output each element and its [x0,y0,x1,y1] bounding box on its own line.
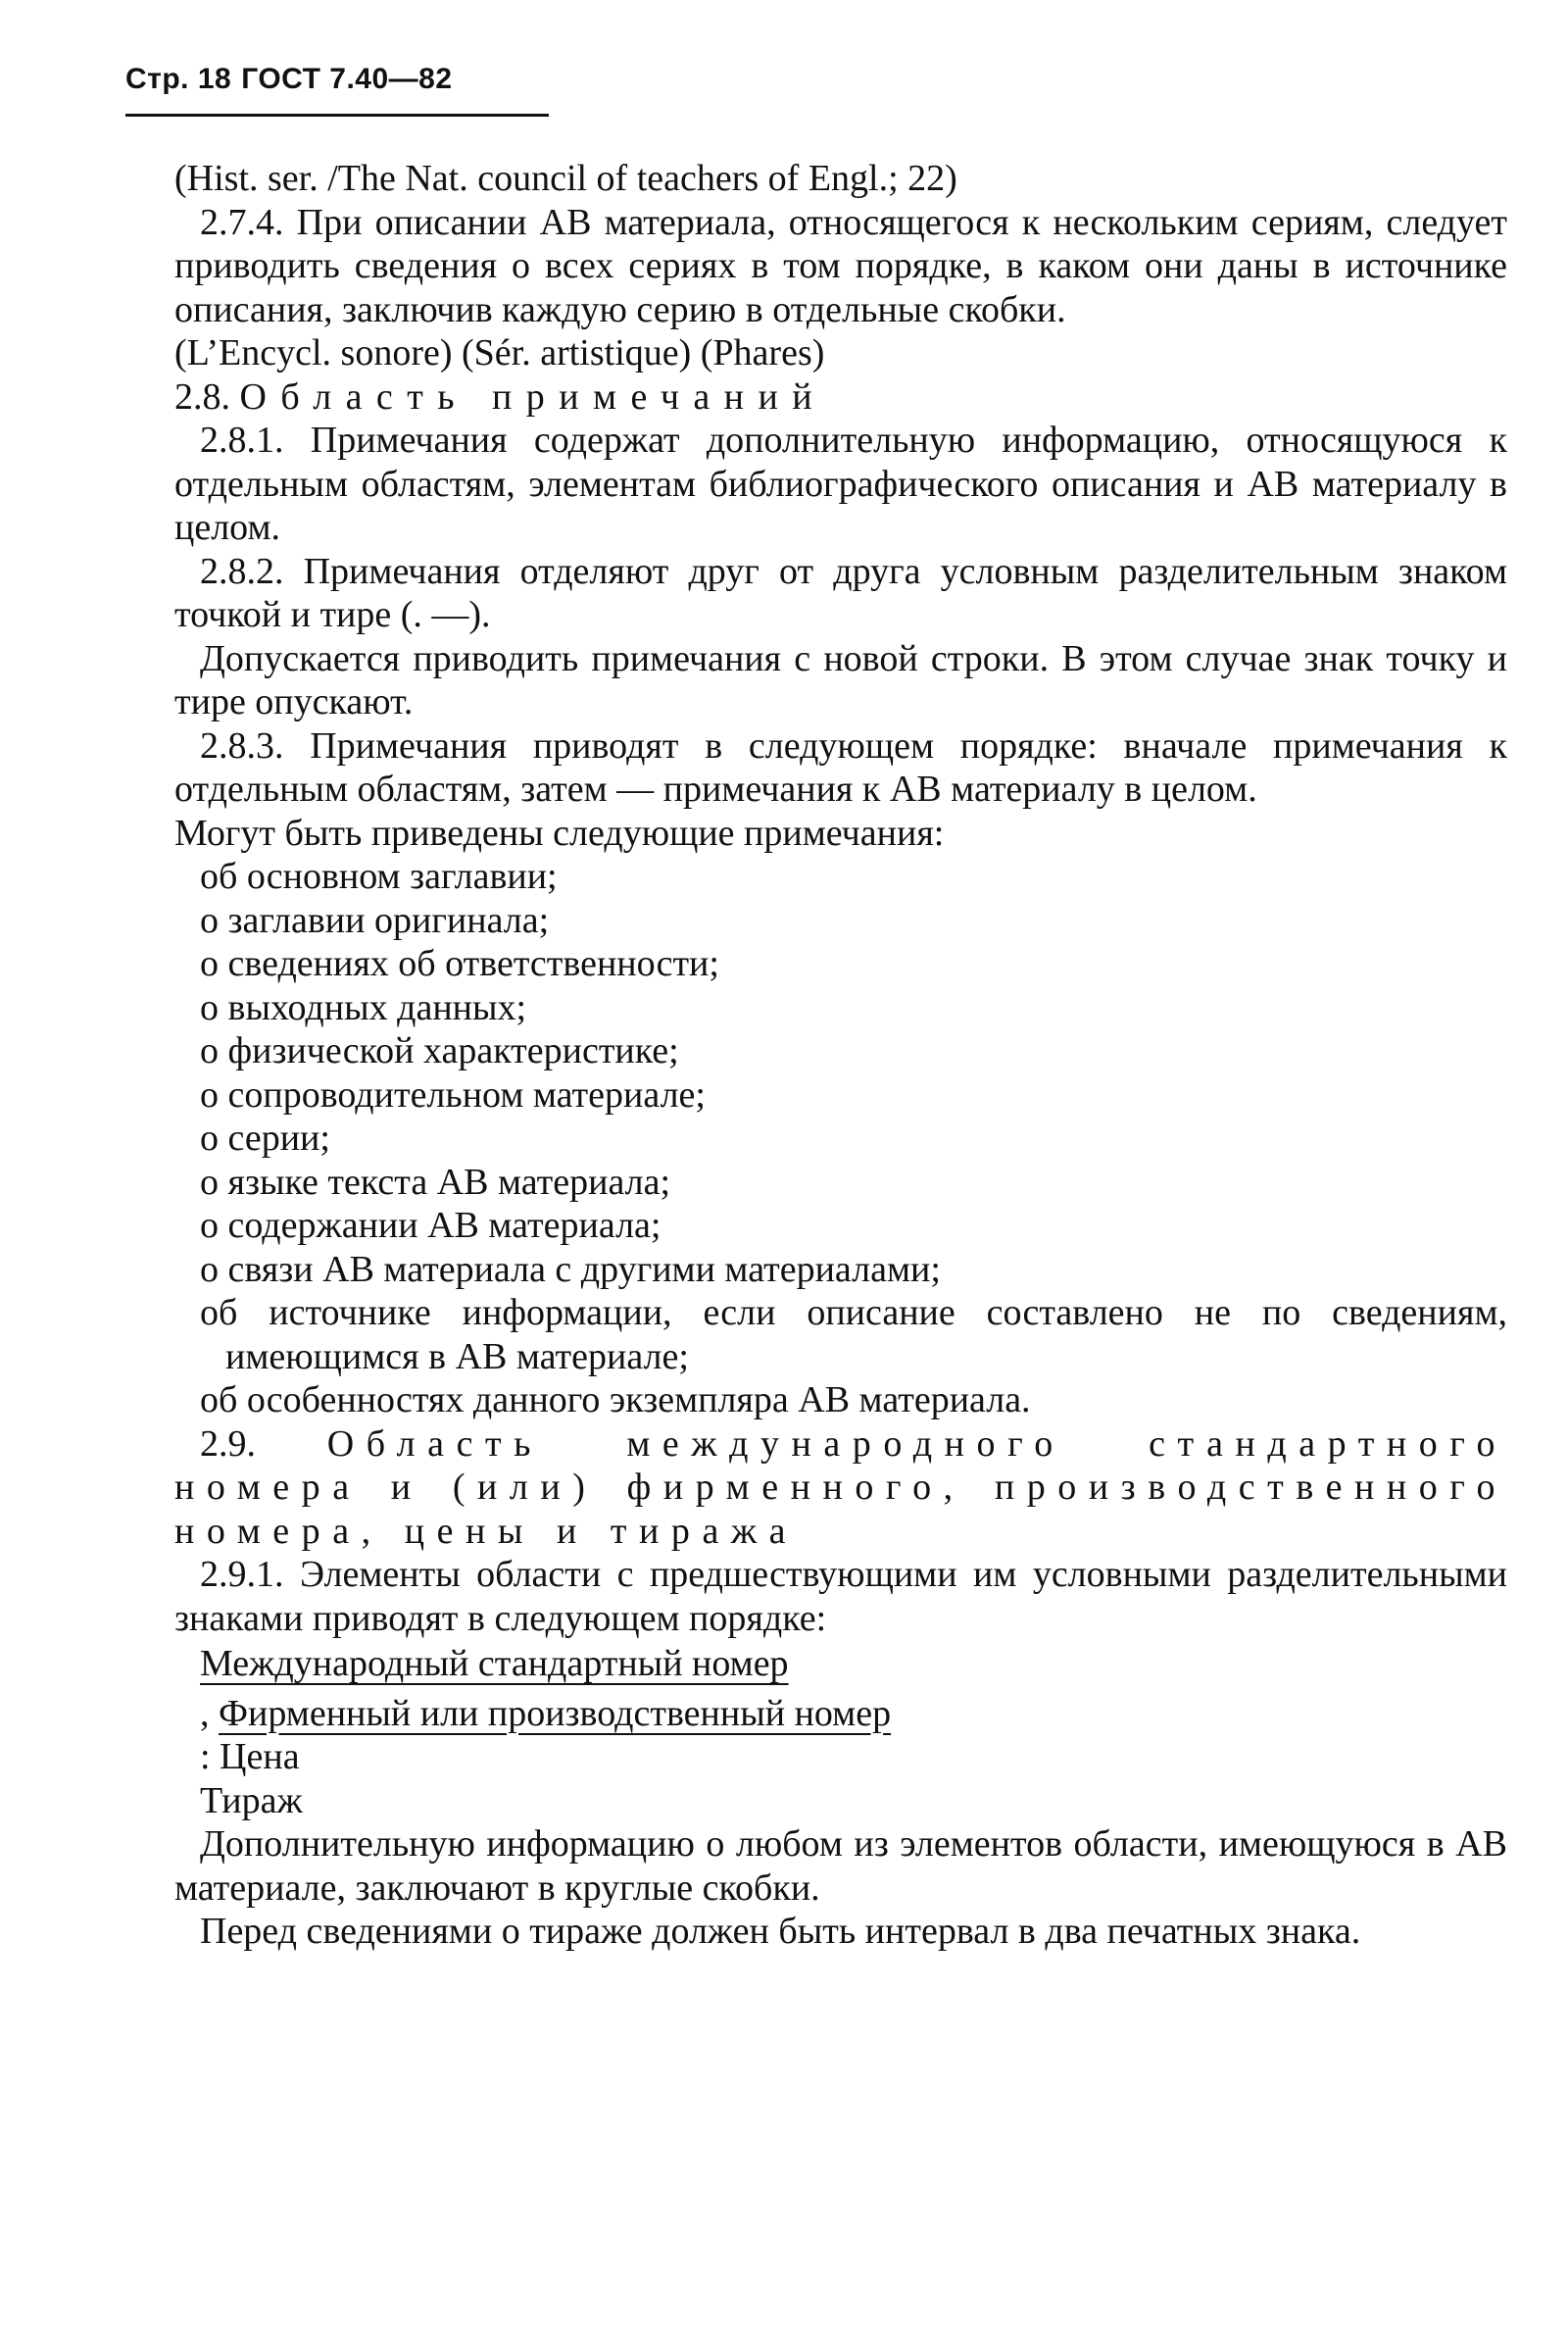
section-title: Область международного стандартного номера и (или) фирменного, производственного [174,1422,1507,1508]
list-item: о заглавии оригинала; [200,899,550,941]
paragraph-2-8-1: 2.8.1. Примечания содержат дополнительную информацию, относящуюся к отдельным областям, элементам библиографического описания и АВ материалу в целом. [174,420,1507,548]
sequence-item-isbn [200,1642,1507,1686]
sequence-item-text: Фирменный или производственный номер [219,1692,892,1734]
paragraph-2-8-2: 2.8.2. Примечания отделяют друг от друга условным разделительным знаком точкой и тире (. —). [174,550,1507,635]
list-item: о выходных данных; [200,986,527,1028]
element-sequence [174,1642,1507,1822]
series-example-2: (L’Encycl. sonore) (Sér. artistique) (Phares) [174,332,825,373]
page-number: Стр. 18 [125,63,232,95]
sequence-item-print-run: Тираж [200,1779,303,1821]
section-title-continued: номера, цены и тиража [174,1510,799,1552]
section-heading-2-9 [174,1422,1507,1554]
sequence-item-text: Международный стандартный номер [200,1643,789,1684]
list-item: об основном заглавии; [200,856,558,897]
separator-comma: , [200,1692,210,1734]
list-item: о содержании АВ материала; [200,1205,662,1246]
document-body [174,157,1507,1954]
list-item: о связи АВ материала с другими материалами; [200,1248,941,1290]
header-rule [125,114,549,117]
page-header [125,63,453,96]
section-title: Область примечаний [239,375,827,418]
list-item: об особенностях данного экземпляра АВ материала. [200,1379,1031,1420]
section-heading-line [174,1510,1507,1554]
list-item: о сопроводительном материале; [200,1073,706,1116]
notes-intro: Могут быть приведены следующие примечания: [174,812,945,854]
paragraph-2-9-1: 2.9.1. Элементы области с предшествующими им условными разделительными знаками приводят в следующем порядке: [174,1554,1507,1639]
paragraph-2-8-2-b: Допускается приводить примечания с новой строки. В этом случае знак точку и тире опускают. [174,637,1507,722]
list-item: о сведениях об ответственности; [200,943,719,984]
notes-list [174,855,1507,1422]
sequence-item-price: : Цена [200,1736,300,1777]
paragraph-print-run-interval: Перед сведениями о тираже должен быть интервал в два печатных знака. [200,1911,1361,1952]
paragraph-additional-info: Дополнительную информацию о любом из элементов области, имеющуюся в АВ материале, заключают в круглые скобки. [174,1823,1507,1909]
series-example-1: (Hist. ser. /The Nat. council of teachers of Engl.; 22) [174,158,957,199]
list-item: о серии; [200,1118,330,1159]
standard-code: ГОСТ 7.40—82 [241,63,453,95]
paragraph-2-7-4: 2.7.4. При описании АВ материала, относящегося к нескольким сериям, следует приводить сведения о всех сериях в том порядке, в каком они даны в источнике описания, заключив каждую серию в отдельные скобки. [174,201,1507,330]
sequence-item-firm-number [200,1692,1507,1736]
section-number: 2.8. [174,375,230,418]
section-number: 2.9. [200,1422,256,1465]
list-item: о языке текста АВ материала; [200,1161,671,1203]
section-heading-line [174,1422,1507,1510]
list-item: об источнике информации, если описание составлено не по сведениям, имеющимся в АВ материале; [200,1292,1507,1377]
list-item: о физической характеристике; [200,1030,679,1071]
paragraph-2-8-3: 2.8.3. Примечания приводят в следующем порядке: вначале примечания к отдельным областям, затем — примечания к АВ материалу в целом. [174,724,1507,810]
section-heading-2-8 [174,375,1507,420]
